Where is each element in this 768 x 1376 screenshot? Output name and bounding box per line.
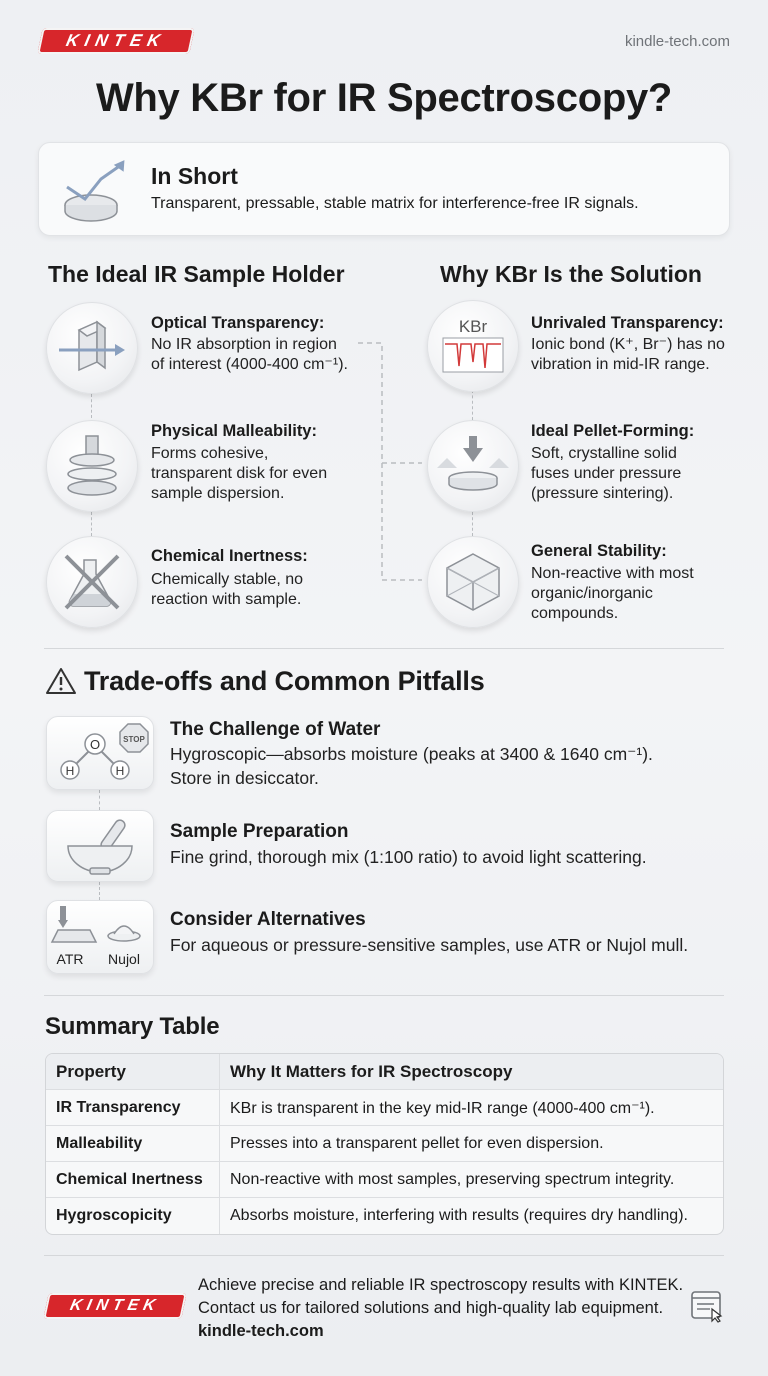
physical-malleability-title: Physical Malleability: [151, 422, 317, 440]
connector [91, 512, 92, 536]
footer-line: Achieve precise and reliable IR spectroscopy results with KINTEK. [198, 1276, 684, 1294]
ideal-holder-heading: The Ideal IR Sample Holder [48, 261, 345, 287]
property-cell: Hygroscopicity [46, 1198, 220, 1234]
connector [472, 512, 473, 536]
atr-nujol-icon [48, 902, 152, 972]
crossed-flask-icon [60, 550, 124, 614]
connector [91, 394, 92, 418]
logo-text: KINTEK [68, 1297, 162, 1314]
general-stability-title: General Stability: [531, 542, 667, 560]
kintek-footer-logo[interactable] [43, 1293, 187, 1319]
svg-text:KBr: KBr [458, 317, 488, 336]
water-challenge-text: Hygroscopic—absorbs moisture (peaks at 3400 & 1640 cm⁻¹). Store in desiccator. [170, 744, 653, 788]
crystal-cube-icon [441, 550, 505, 614]
chemical-inertness-text: Chemically stable, no reaction with sample. [151, 571, 304, 608]
alternatives-text: For aqueous or pressure-sensitive samples, use ATR or Nujol mull. [170, 935, 689, 955]
footer-site-link[interactable]: kindle-tech.com [198, 1322, 324, 1340]
water-icon-box [46, 716, 154, 790]
svg-text:Nujol: Nujol [108, 951, 140, 967]
footer-line: Contact us for tailored solutions and high-quality lab equipment. [198, 1299, 664, 1317]
reason-cell: KBr is transparent in the key mid-IR range (4000-400 cm⁻¹). [220, 1090, 723, 1126]
kbr-solution-heading: Why KBr Is the Solution [440, 261, 702, 287]
spectrum-icon-circle [427, 300, 519, 392]
crystal-icon-circle [427, 536, 519, 628]
svg-text:H: H [115, 764, 125, 778]
pellet-arrow-icon [61, 157, 133, 223]
column-header: Why It Matters for IR Spectroscopy [220, 1054, 723, 1090]
connector [472, 390, 473, 420]
table-row [46, 1162, 723, 1198]
connector [99, 790, 100, 810]
transparency-icon-circle [46, 302, 138, 394]
reason-cell: Presses into a transparent pellet for even dispersion. [220, 1126, 723, 1162]
alternatives-icon-box [46, 900, 154, 974]
divider [44, 995, 724, 996]
svg-text:O: O [89, 737, 101, 752]
footer-text [198, 1274, 683, 1343]
reason-cell: Absorbs moisture, interfering with results (requires dry handling). [230, 1207, 688, 1224]
connector [99, 882, 100, 900]
in-short-text: Transparent, pressable, stable matrix for interference-free IR signals. [151, 195, 639, 212]
site-url[interactable]: kindle-tech.com [624, 33, 730, 50]
general-stability-text: Non-reactive with most organic/inorganic compounds. [531, 565, 694, 622]
page-title: Why KBr for IR Spectroscopy? [95, 76, 673, 120]
pitfalls-heading: Trade-offs and Common Pitfalls [84, 666, 485, 696]
unrivaled-transparency-title: Unrivaled Transparency: [531, 314, 724, 332]
optical-transparency-title: Optical Transparency: [151, 314, 325, 332]
summary-heading: Summary Table [45, 1013, 220, 1040]
pellet-icon-circle [427, 420, 519, 512]
divider [44, 1255, 724, 1256]
property-cell: IR Transparency [46, 1090, 220, 1126]
in-short-title: In Short [151, 163, 238, 189]
contact-form-icon[interactable] [690, 1289, 724, 1323]
water-challenge-title: The Challenge of Water [170, 719, 381, 740]
cross-connector [330, 340, 430, 590]
summary-table [45, 1053, 724, 1235]
column-header: Property [46, 1054, 220, 1090]
svg-text:STOP: STOP [123, 735, 145, 744]
divider [44, 648, 724, 649]
glass-block-icon [57, 318, 127, 378]
optical-transparency-text: No IR absorption in region of interest (4000-400 cm⁻¹). [151, 336, 348, 373]
kintek-logo[interactable] [37, 28, 195, 54]
powder-pellet-icon [435, 434, 511, 498]
reason-cell: Non-reactive with most samples, preserving spectrum integrity. [220, 1162, 723, 1198]
unrivaled-transparency-text: Ionic bond (K⁺, Br⁻) has no vibration in mid-IR range. [531, 336, 725, 373]
water-molecule-stop-icon [50, 720, 150, 786]
alternatives-title: Consider Alternatives [170, 909, 366, 930]
mortar-icon-box [46, 810, 154, 882]
in-short-card [38, 142, 730, 236]
mortar-pestle-icon [60, 816, 140, 876]
table-row [46, 1198, 723, 1234]
pellet-forming-text: Soft, crystalline solid fuses under pressure (pressure sintering). [531, 445, 682, 502]
warning-icon [45, 667, 77, 695]
logo-text: KINTEK [64, 31, 168, 50]
pellet-press-icon [62, 434, 122, 498]
svg-text:H: H [65, 764, 75, 778]
kbr-spectrum-icon [437, 314, 509, 378]
table-row [46, 1126, 723, 1162]
table-row [46, 1090, 723, 1126]
svg-text:ATR: ATR [56, 951, 84, 967]
inertness-icon-circle [46, 536, 138, 628]
chemical-inertness-title: Chemical Inertness: [151, 547, 308, 565]
press-icon-circle [46, 420, 138, 512]
pellet-forming-title: Ideal Pellet-Forming: [531, 422, 695, 440]
property-cell: Chemical Inertness [46, 1162, 220, 1198]
table-header-row [46, 1054, 723, 1090]
sample-preparation-title: Sample Preparation [170, 821, 349, 842]
sample-preparation-text: Fine grind, thorough mix (1:100 ratio) to avoid light scattering. [170, 847, 647, 867]
physical-malleability-text: Forms cohesive, transparent disk for even sample dispersion. [151, 445, 328, 502]
property-cell: Malleability [46, 1126, 220, 1162]
